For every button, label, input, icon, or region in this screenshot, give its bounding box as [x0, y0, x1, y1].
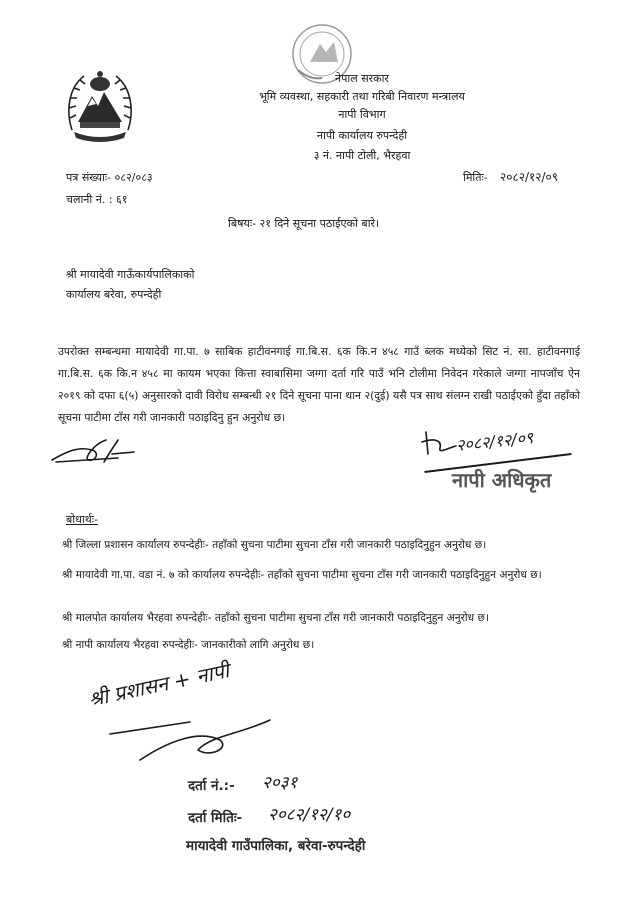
handwritten-routing-note: श्री प्रशासन + नापी [86, 658, 232, 712]
letter-subject: बिषयः- २१ दिने सूचना पठाईएको बारे। [228, 217, 380, 230]
handwritten-sign-date: २०८२/१२/०९ [455, 427, 535, 455]
cc-item: श्री मालपोत कार्यालय भैरहवा रुपन्देहीः- तहाँको सुचना पाटीमा सुचना टाँस गरी जानकारी पठाइदिनुहुन अनुरोध छ। [62, 612, 489, 624]
registration-date: २०८२/१२/१० [268, 805, 351, 825]
cc-item: श्री मायादेवी गा.पा. वडा नं. ७ को कार्यालय रुपन्देहीः- तहाँको सुचना पाटीमा सुचना टाँस गरी जानकारी पठाइदिनुहुन अनुरोध छ। [62, 569, 542, 581]
cc-item: श्री नापी कार्यालय भैरहवा रुपन्देहीः- जानकारीको लागि अनुरोध छ। [62, 639, 315, 651]
header-office: नापी कार्यालय रुपन्देही [316, 129, 408, 142]
recipient-line-2: कार्यालय बरेवा, रुपन्देही [66, 288, 162, 301]
letter-body: उपरोक्त सम्बन्धमा मायादेवी गा.पा. ७ साबिक हाटीवनगाई गा.बि.स. ६क कि.न ४५८ गाउँ ब्लक मध्येको सिट नं. सा. हाटीवनगाई गा.बि.स. ६क कि.न ४५८ मा कायम भएका कित्ता स्वाबासिमा जग्गा दर्ता गरि पाउँ भनि टोलीमा निवेदन गरेकाले जग्गा नापजाँच ऐन २०१९ को दफा ६(५) अनुसारको दावी विरोध सम्बन्धी २१ दिने सूचना पाना थान २(दुई) यसै पत्र साथ संलग्न राखी पठाईएको हुँदा तहाँको सूचना पाटीमा टाँस गरी जानकारी पठाइदिनु हुन अनुरोध छ। [58, 345, 580, 424]
routing-note-scribble [70, 700, 290, 770]
nepal-emblem-logo [64, 66, 136, 146]
cc-item: श्री जिल्ला प्रशासन कार्यालय रुपन्देहीः- तहाँको सुचना पाटीमा सुचना टाँस गरी जानकारी पठाइदिनुहुन अनुरोध छ। [62, 539, 487, 551]
registration-number: २०३१ [262, 773, 298, 793]
header-department: नापी विभाग [338, 108, 386, 121]
dispatch-number: चलानी नं. : ६१ [66, 193, 128, 206]
cc-heading: बोधार्थः- [66, 513, 98, 526]
registration-office: मायादेवी गाउँपालिका, बरेवा-रुपन्देही [186, 838, 366, 854]
recipient-line-1: श्री मायादेवी गाऊँकार्यपालिकाको [66, 268, 195, 281]
registration-number-label: दर्ता नं.:- [188, 778, 235, 794]
signature-scribble-right [420, 428, 460, 458]
date-label: मितिः- [463, 171, 488, 184]
letter-date: २०८२/१२/०९ [500, 170, 559, 184]
letter-reference-number: पत्र संख्याः- ०८२/०८३ [66, 171, 153, 184]
header-ministry: भूमि व्यवस्था, सहकारी तथा गरिबी निवारण मन्त्रालय [259, 90, 465, 103]
signature-scribble-left [48, 432, 138, 466]
header-gov-name: नेपाल सरकार [335, 72, 389, 85]
officer-title-stamp: नापी अधिकृत [452, 468, 552, 492]
registration-date-label: दर्ता मितिः- [188, 810, 243, 826]
header-team: ३ नं. नापी टोली, भैरहवा [313, 149, 411, 162]
